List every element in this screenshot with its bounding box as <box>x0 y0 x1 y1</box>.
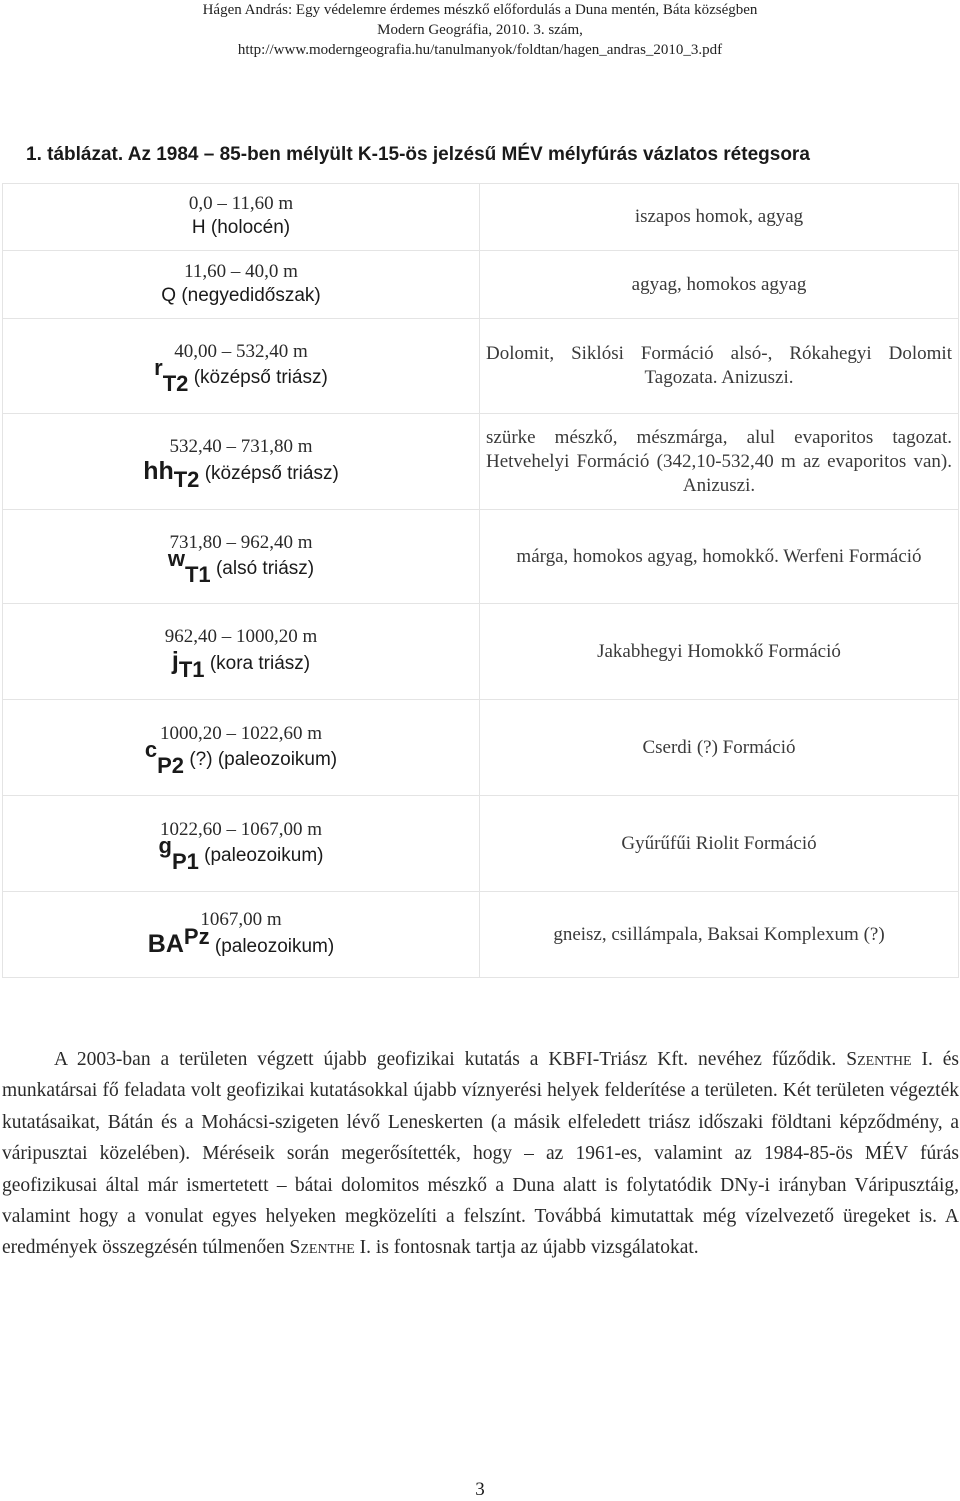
header-url: http://www.moderngeografia.hu/tanulmanyok/foldtan/hagen_andras_2010_3.pdf <box>237 42 723 58</box>
description-cell: agyag, homokos agyag <box>480 251 959 319</box>
depth-range: 1067,00 m <box>200 909 282 930</box>
depth-range: 0,0 – 11,60 m <box>188 193 294 214</box>
description-cell: márga, homokos agyag, homokkő. Werfeni Formáció <box>480 510 959 604</box>
unit-cell <box>3 796 480 892</box>
unit-cell <box>3 892 480 978</box>
age-subscript: T1 <box>184 561 211 587</box>
unit-cell <box>3 604 480 700</box>
age-label: (paleozoikum) <box>204 844 324 866</box>
table-row <box>3 319 959 414</box>
formation-symbol: r <box>154 355 163 380</box>
author-name: Szenthe <box>846 1049 912 1070</box>
body-text <box>2 1044 959 1264</box>
age-label: (középső triász) <box>204 463 339 484</box>
unit-cell <box>3 319 480 414</box>
depth-range: 11,60 – 40,0 m <box>184 260 298 282</box>
formation-symbol: g <box>158 832 172 858</box>
unit-name <box>3 355 479 396</box>
table-row <box>3 604 959 700</box>
formation-symbol: j <box>171 647 179 675</box>
description-cell: Dolomit, Siklósi Formáció alsó-, Rókahegyi Dolomit Tagozata. Anizuszi. <box>480 319 959 414</box>
formation-symbol: c <box>144 736 158 762</box>
table-row <box>3 700 959 796</box>
age-subscript: T2 <box>173 467 200 492</box>
age-superscript: Pz <box>183 924 210 949</box>
table-row <box>3 184 959 251</box>
depth-range: 40,00 – 532,40 m <box>174 341 308 362</box>
body-text-part: I. és munkatársai fő feladata volt geofizikai kutatásokkal újabb víznyerési helyek felderítése a területen. Két területen végezték kutatásaikat, Bátán és a Mohácsi-szigeten lévő Leneskerten (a másik elfeledett triász időszaki földtani képződmény, a váripusztai közelében). Méréseik során megerősítették, hogy – az 1961-es, valamint az 1984-85-ös MÉV fúrás geofizikusai által már ismertetett – bátai dolomitos mészkő a Duna alatt is folytatódik DNy-i irányban Váripusztáig, valamint hogy a vonulat egyes helyeken megközelíti a felszínt. Továbbá kimutattak még vízelvezető üregeket is. A eredmények összegzésén túlmenően <box>2 1049 959 1259</box>
unit-name: H (holocén) <box>191 217 291 238</box>
depth-range: 532,40 – 731,80 m <box>169 436 313 457</box>
body-text-part: I. is fontosnak tartja az újabb vizsgálatokat. <box>354 1237 699 1259</box>
body-paragraph <box>2 1044 959 1264</box>
description-cell: szürke mészkő, mészmárga, alul evaporitos tagozat. Hetvehelyi Formáció (342,10-532,40 m az evaporitos van). Anizuszi. <box>480 414 959 510</box>
age-label: (?) (paleozoikum) <box>189 748 338 770</box>
stratigraphy-table <box>2 183 959 978</box>
age-subscript: T1 <box>178 657 205 682</box>
table-row <box>3 796 959 892</box>
unit-name <box>3 832 479 874</box>
unit-name <box>3 924 479 960</box>
depth-range: 731,80 – 962,40 m <box>169 531 313 553</box>
header-citation: Hágen András: Egy védelemre érdemes mészkő előfordulás a Duna mentén, Báta községben <box>202 2 758 18</box>
age-label: (kora triász) <box>209 653 311 674</box>
depth-range: 962,40 – 1000,20 m <box>164 626 318 647</box>
unit-name <box>3 736 479 778</box>
age-label: (paleozoikum) <box>214 936 335 957</box>
table-row <box>3 892 959 978</box>
depth-range: 1022,60 – 1067,00 m <box>159 818 323 840</box>
header-journal: Modern Geográfia, 2010. 3. szám, <box>377 22 583 38</box>
unit-name <box>3 457 479 492</box>
body-text-part: A 2003-ban a területen végzett újabb geofizikai kutatás a KBFI-Triász Kft. nevéhez fűződik. <box>54 1049 847 1070</box>
description-cell: Jakabhegyi Homokkő Formáció <box>480 604 959 700</box>
age-subscript: P2 <box>157 752 185 778</box>
unit-name <box>3 545 479 587</box>
description-cell: gneisz, csillámpala, Baksai Komplexum (?) <box>480 892 959 978</box>
table-row <box>3 251 959 319</box>
age-label: (alsó triász) <box>215 557 315 579</box>
table-row <box>3 414 959 510</box>
page-number: 3 <box>475 1479 485 1500</box>
unit-cell <box>3 510 480 604</box>
description-cell: Gyűrűfűi Riolit Formáció <box>480 796 959 892</box>
table-caption: 1. táblázat. Az 1984 – 85-ben mélyült K-15-ös jelzésű MÉV mélyfúrás vázlatos rétegsora <box>26 144 810 165</box>
depth-range: 1000,20 – 1022,60 m <box>159 722 323 744</box>
formation-symbol: w <box>167 545 185 571</box>
table-row <box>3 510 959 604</box>
age-subscript: P1 <box>171 848 199 874</box>
age-label: (középső triász) <box>193 367 328 388</box>
description-cell: Cserdi (?) Formáció <box>480 700 959 796</box>
formation-symbol: BA <box>147 930 184 958</box>
unit-cell <box>3 700 480 796</box>
unit-name <box>3 647 479 682</box>
unit-cell <box>3 414 480 510</box>
description-cell: iszapos homok, agyag <box>480 184 959 251</box>
author-name: Szenthe <box>289 1237 355 1259</box>
unit-cell <box>3 184 480 251</box>
page-header <box>0 0 960 60</box>
age-subscript: T2 <box>162 371 189 396</box>
unit-cell <box>3 251 480 319</box>
unit-name: Q (negyedidőszak) <box>161 284 321 306</box>
formation-symbol: hh <box>143 457 174 485</box>
